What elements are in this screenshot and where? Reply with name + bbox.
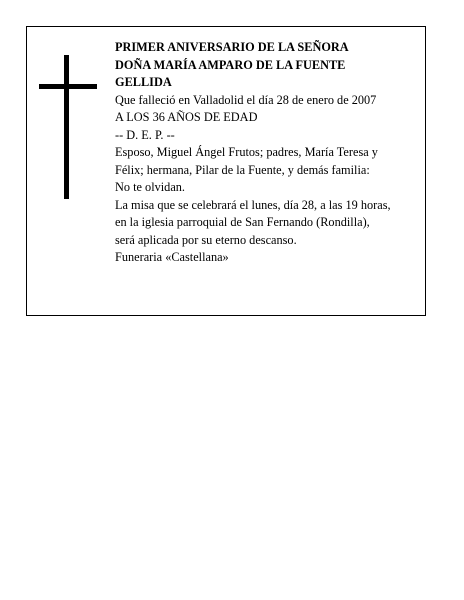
heading-line-3: GELLIDA [115, 75, 172, 89]
funeral-home-line: Funeraria «Castellana» [115, 250, 229, 264]
cross-vertical-bar [64, 55, 69, 199]
mass-line-1: La misa que se celebrará el lunes, día 28, a las 19 horas, [115, 197, 391, 212]
death-date-line: Que falleció en Valladolid el día 28 de enero de 2007 [115, 92, 377, 107]
obituary-notice [26, 26, 426, 316]
heading-line-1: PRIMER ANIVERSARIO DE LA SEÑORA [115, 40, 349, 54]
family-line-1: Esposo, Miguel Ángel Frutos; padres, María Teresa y [115, 145, 378, 159]
mass-line-2: en la iglesia parroquial de San Fernando (Rondilla), [115, 215, 370, 229]
heading-line-2: DOÑA MARÍA AMPARO DE LA FUENTE [115, 57, 346, 72]
cross-icon [39, 55, 97, 199]
family-line-2: Félix; hermana, Pilar de la Fuente, y demás familia: [115, 162, 370, 177]
notice-text [115, 39, 423, 267]
remembrance-line: No te olvidan. [115, 180, 186, 194]
age-line: A LOS 36 AÑOS DE EDAD [115, 110, 258, 124]
mass-line-3: será aplicada por su eterno descanso. [115, 232, 297, 247]
rip-line: -- D. E. P. -- [115, 127, 175, 142]
cross-horizontal-bar [39, 84, 97, 89]
